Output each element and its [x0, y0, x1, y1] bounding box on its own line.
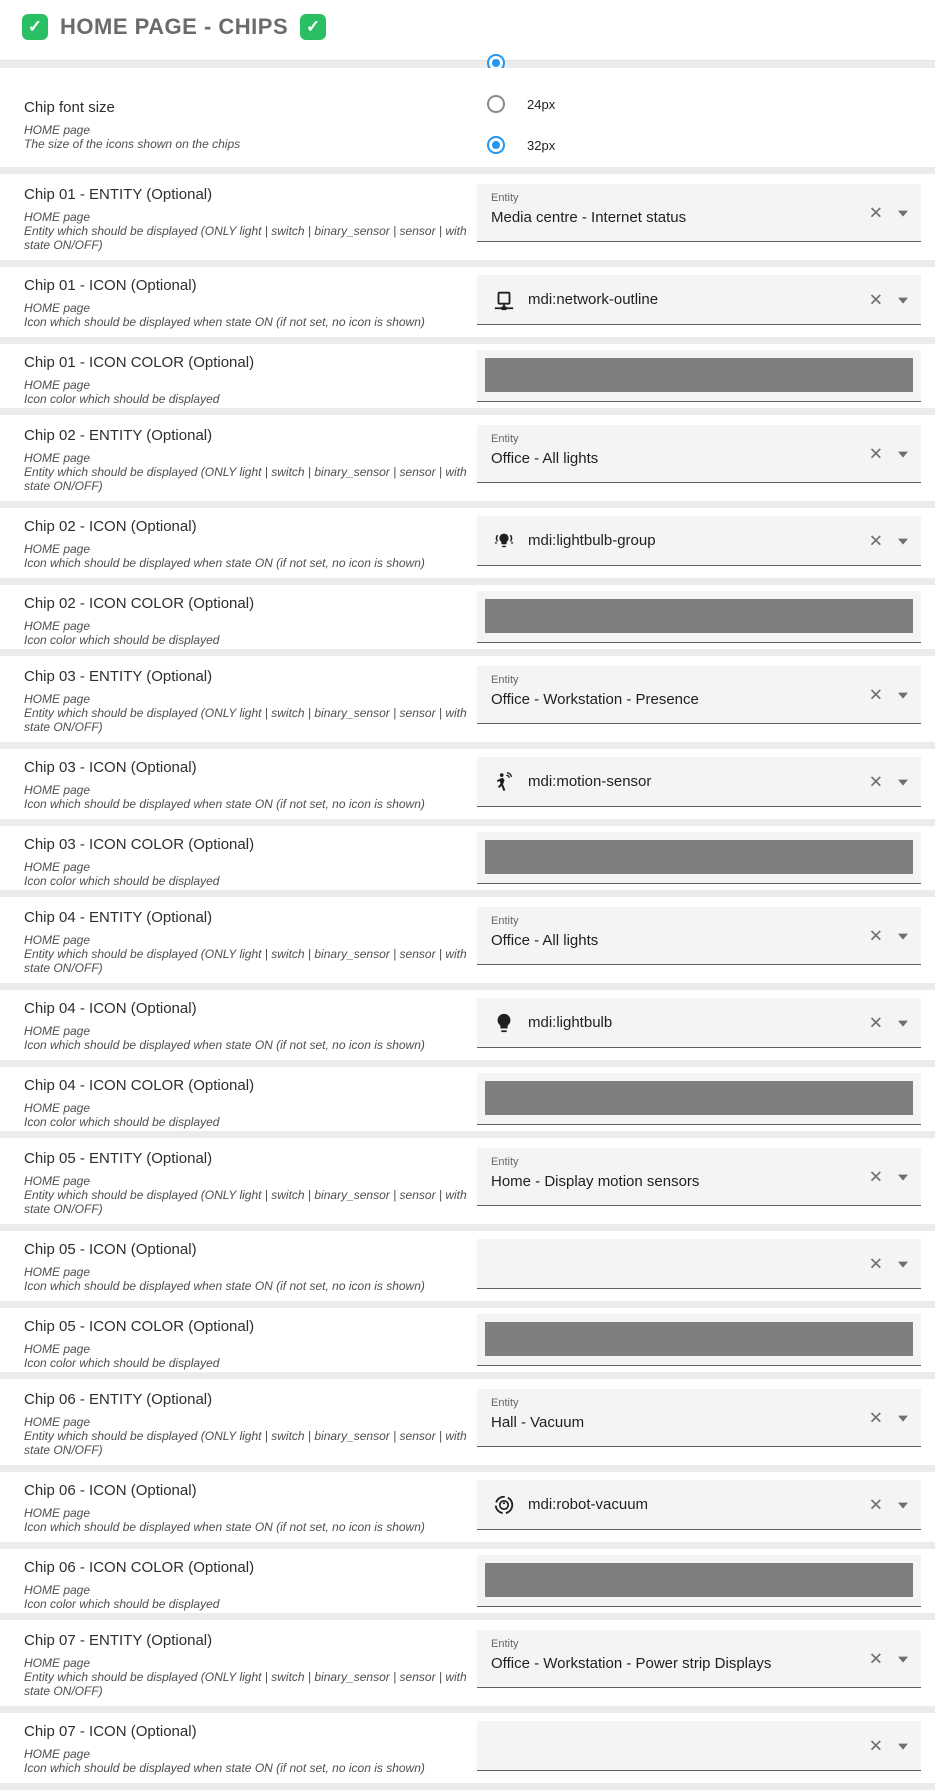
color-swatch[interactable]	[485, 1563, 913, 1597]
divider	[0, 1465, 935, 1472]
entity-field-label: Entity	[491, 1397, 519, 1409]
row-page-label: HOME page	[24, 860, 91, 874]
entity-select-field[interactable]	[477, 1389, 921, 1447]
clear-icon[interactable]: ✕	[868, 1408, 883, 1427]
font-size-option-24px[interactable]	[487, 95, 555, 113]
font-size-option-32px[interactable]	[487, 136, 555, 154]
color-swatch[interactable]	[485, 599, 913, 633]
icon-color-field[interactable]	[477, 1555, 921, 1607]
row-description: Icon color which should be displayed	[24, 874, 220, 888]
row-page-label: HOME page	[24, 1174, 91, 1188]
radio-label: 24px	[527, 96, 556, 112]
row-description: Entity which should be displayed (ONLY light | switch | binary_sensor | sensor | with state ON/OFF)	[24, 465, 467, 493]
divider	[0, 501, 935, 508]
entity-field-value: Office - All lights	[491, 450, 599, 467]
entity-field-label: Entity	[491, 674, 519, 686]
chevron-down-icon[interactable]	[898, 1415, 908, 1421]
row-page-label: HOME page	[24, 451, 91, 465]
entity-field-value: Media centre - Internet status	[491, 209, 687, 226]
chip-icon-row	[0, 990, 935, 1060]
row-description: Icon which should be displayed when state ON (if not set, no icon is shown)	[24, 556, 425, 570]
row-page-label: HOME page	[24, 1342, 91, 1356]
divider	[0, 742, 935, 749]
divider	[0, 819, 935, 826]
row-page-label: HOME page	[24, 123, 91, 137]
icon-select-field[interactable]	[477, 1239, 921, 1289]
chip-icon-color-row	[0, 826, 935, 890]
row-page-label: HOME page	[24, 783, 91, 797]
row-page-label: HOME page	[24, 1101, 91, 1115]
icon-field-value: mdi:lightbulb	[528, 1014, 613, 1031]
chip-icon-row	[0, 1713, 935, 1783]
divider	[0, 1706, 935, 1713]
page-header	[0, 0, 935, 61]
chip-icon-row	[0, 749, 935, 819]
row-title: Chip 07 - ENTITY (Optional)	[24, 1632, 213, 1649]
chevron-down-icon[interactable]	[898, 1656, 908, 1662]
chip-entity-row	[0, 897, 935, 983]
divider	[0, 649, 935, 656]
divider	[0, 260, 935, 267]
chip-font-size-row	[0, 68, 935, 167]
clear-icon[interactable]: ✕	[868, 531, 883, 550]
chevron-down-icon[interactable]	[898, 779, 908, 785]
row-description: Icon color which should be displayed	[24, 633, 220, 647]
row-title: Chip 02 - ICON COLOR (Optional)	[24, 595, 255, 612]
row-title: Chip 04 - ICON COLOR (Optional)	[24, 1077, 255, 1094]
row-title: Chip 01 - ICON (Optional)	[24, 277, 197, 294]
row-description: Icon which should be displayed when state ON (if not set, no icon is shown)	[24, 1520, 425, 1534]
icon-select-field[interactable]	[477, 757, 921, 807]
icon-select-field[interactable]	[477, 275, 921, 325]
mdi-empty-icon	[493, 1253, 515, 1275]
row-description: Entity which should be displayed (ONLY light | switch | binary_sensor | sensor | with state ON/OFF)	[24, 1429, 467, 1457]
row-title: Chip font size	[24, 99, 115, 116]
row-description: Entity which should be displayed (ONLY light | switch | binary_sensor | sensor | with state ON/OFF)	[24, 1188, 467, 1216]
row-page-label: HOME page	[24, 1024, 91, 1038]
row-description: Entity which should be displayed (ONLY light | switch | binary_sensor | sensor | with state ON/OFF)	[24, 1670, 467, 1698]
icon-color-field[interactable]	[477, 1073, 921, 1125]
chevron-down-icon[interactable]	[898, 451, 908, 457]
chevron-down-icon[interactable]	[898, 1502, 908, 1508]
divider	[0, 1372, 935, 1379]
clear-icon[interactable]: ✕	[868, 926, 883, 945]
chevron-down-icon[interactable]	[898, 297, 908, 303]
entity-field-label: Entity	[491, 1156, 519, 1168]
row-description: Icon which should be displayed when state ON (if not set, no icon is shown)	[24, 315, 425, 329]
row-description: Icon color which should be displayed	[24, 1356, 220, 1370]
mdi-empty-icon	[493, 1735, 515, 1757]
divider	[0, 1224, 935, 1231]
page-title: HOME PAGE - CHIPS	[60, 14, 289, 39]
chevron-down-icon[interactable]	[898, 538, 908, 544]
divider	[0, 1060, 935, 1067]
radio-selected-icon[interactable]	[487, 136, 505, 154]
mdi-vacuum-icon	[493, 1494, 515, 1516]
divider	[0, 337, 935, 344]
clear-icon[interactable]: ✕	[868, 444, 883, 463]
icon-color-field[interactable]	[477, 591, 921, 643]
row-description: Icon color which should be displayed	[24, 392, 220, 406]
row-description: Icon which should be displayed when state ON (if not set, no icon is shown)	[24, 797, 425, 811]
chip-entity-row	[0, 656, 935, 742]
row-title: Chip 05 - ICON (Optional)	[24, 1241, 197, 1258]
check-icon: ✓	[22, 14, 48, 40]
row-description: Icon which should be displayed when state ON (if not set, no icon is shown)	[24, 1761, 425, 1775]
row-page-label: HOME page	[24, 692, 91, 706]
chevron-down-icon[interactable]	[898, 933, 908, 939]
entity-field-label: Entity	[491, 192, 519, 204]
clear-icon[interactable]: ✕	[868, 1736, 883, 1755]
color-swatch[interactable]	[485, 840, 913, 874]
entity-select-field[interactable]	[477, 425, 921, 483]
icon-field-value: mdi:lightbulb-group	[528, 532, 656, 549]
entity-field-label: Entity	[491, 915, 519, 927]
chip-icon-row	[0, 1231, 935, 1301]
row-title: Chip 06 - ICON COLOR (Optional)	[24, 1559, 255, 1576]
row-title: Chip 02 - ENTITY (Optional)	[24, 427, 213, 444]
clear-icon[interactable]: ✕	[868, 1495, 883, 1514]
divider	[0, 1613, 935, 1620]
row-page-label: HOME page	[24, 210, 91, 224]
row-page-label: HOME page	[24, 542, 91, 556]
entity-field-label: Entity	[491, 433, 519, 445]
clear-icon[interactable]: ✕	[868, 1649, 883, 1668]
row-title: Chip 03 - ICON (Optional)	[24, 759, 197, 776]
divider	[0, 890, 935, 897]
chip-icon-color-row	[0, 1308, 935, 1372]
row-title: Chip 03 - ENTITY (Optional)	[24, 668, 213, 685]
chevron-down-icon[interactable]	[898, 1174, 908, 1180]
icon-select-field[interactable]	[477, 1721, 921, 1771]
mdi-network-icon	[493, 289, 515, 311]
row-description: Icon color which should be displayed	[24, 1115, 220, 1129]
divider	[0, 983, 935, 990]
icon-field-value: mdi:robot-vacuum	[528, 1496, 649, 1513]
icon-select-field[interactable]	[477, 1480, 921, 1530]
icon-color-field[interactable]	[477, 350, 921, 402]
row-page-label: HOME page	[24, 1415, 91, 1429]
chip-icon-color-row	[0, 585, 935, 649]
chevron-down-icon[interactable]	[898, 1261, 908, 1267]
chip-icon-color-row	[0, 1549, 935, 1613]
row-description: Entity which should be displayed (ONLY light | switch | binary_sensor | sensor | with state ON/OFF)	[24, 224, 467, 252]
entity-select-field[interactable]	[477, 184, 921, 242]
row-title: Chip 01 - ICON COLOR (Optional)	[24, 354, 255, 371]
row-title: Chip 07 - ICON (Optional)	[24, 1723, 197, 1740]
chevron-down-icon[interactable]	[898, 210, 908, 216]
chip-icon-row	[0, 267, 935, 337]
divider	[0, 1301, 935, 1308]
entity-select-field[interactable]	[477, 666, 921, 724]
row-title: Chip 02 - ICON (Optional)	[24, 518, 197, 535]
divider	[0, 408, 935, 415]
entity-field-value: Office - All lights	[491, 932, 599, 949]
chip-entity-row	[0, 1620, 935, 1706]
color-swatch[interactable]	[485, 1322, 913, 1356]
chevron-down-icon[interactable]	[898, 1020, 908, 1026]
icon-field-value: mdi:motion-sensor	[528, 773, 652, 790]
row-title: Chip 06 - ENTITY (Optional)	[24, 1391, 213, 1408]
row-title: Chip 05 - ENTITY (Optional)	[24, 1150, 213, 1167]
row-title: Chip 03 - ICON COLOR (Optional)	[24, 836, 255, 853]
radio-label: 32px	[527, 137, 556, 153]
chevron-down-icon[interactable]	[898, 692, 908, 698]
radio-unselected-icon[interactable]	[487, 95, 505, 113]
row-page-label: HOME page	[24, 1656, 91, 1670]
check-icon: ✓	[300, 14, 326, 40]
icon-select-field[interactable]	[477, 516, 921, 566]
row-page-label: HOME page	[24, 1506, 91, 1520]
divider	[0, 1131, 935, 1138]
mdi-lightbulb-icon	[493, 1012, 515, 1034]
divider	[0, 1783, 935, 1790]
row-page-label: HOME page	[24, 1265, 91, 1279]
clear-icon[interactable]: ✕	[868, 1254, 883, 1273]
row-title: Chip 05 - ICON COLOR (Optional)	[24, 1318, 255, 1335]
row-description: Icon which should be displayed when state ON (if not set, no icon is shown)	[24, 1038, 425, 1052]
chip-icon-row	[0, 508, 935, 578]
row-page-label: HOME page	[24, 619, 91, 633]
chip-entity-row	[0, 1379, 935, 1465]
icon-color-field[interactable]	[477, 1314, 921, 1366]
color-swatch[interactable]	[485, 358, 913, 392]
mdi-motion-icon	[493, 771, 515, 793]
clear-icon[interactable]: ✕	[868, 1167, 883, 1186]
entity-select-field[interactable]	[477, 1630, 921, 1688]
row-page-label: HOME page	[24, 301, 91, 315]
icon-field-value: mdi:network-outline	[528, 291, 659, 308]
entity-field-value: Hall - Vacuum	[491, 1414, 585, 1431]
color-swatch[interactable]	[485, 1081, 913, 1115]
row-description: Entity which should be displayed (ONLY light | switch | binary_sensor | sensor | with state ON/OFF)	[24, 947, 467, 975]
chip-icon-color-row	[0, 1067, 935, 1131]
divider	[0, 578, 935, 585]
row-description: Entity which should be displayed (ONLY light | switch | binary_sensor | sensor | with state ON/OFF)	[24, 706, 467, 734]
entity-field-value: Office - Workstation - Power strip Displays	[491, 1655, 772, 1672]
row-page-label: HOME page	[24, 933, 91, 947]
entity-select-field[interactable]	[477, 1148, 921, 1206]
entity-field-value: Office - Workstation - Presence	[491, 691, 699, 708]
clear-icon[interactable]: ✕	[868, 1013, 883, 1032]
row-page-label: HOME page	[24, 378, 91, 392]
divider	[0, 1542, 935, 1549]
entity-select-field[interactable]	[477, 907, 921, 965]
row-title: Chip 06 - ICON (Optional)	[24, 1482, 197, 1499]
row-title: Chip 04 - ICON (Optional)	[24, 1000, 197, 1017]
row-title: Chip 01 - ENTITY (Optional)	[24, 186, 213, 203]
clear-icon[interactable]: ✕	[868, 203, 883, 222]
entity-field-value: Home - Display motion sensors	[491, 1173, 700, 1190]
row-description: Icon color which should be displayed	[24, 1597, 220, 1611]
divider	[0, 167, 935, 174]
entity-field-label: Entity	[491, 1638, 519, 1650]
row-title: Chip 04 - ENTITY (Optional)	[24, 909, 213, 926]
chip-entity-row	[0, 415, 935, 501]
row-page-label: HOME page	[24, 1583, 91, 1597]
chevron-down-icon[interactable]	[898, 1743, 908, 1749]
clear-icon[interactable]: ✕	[868, 290, 883, 309]
chip-entity-row	[0, 174, 935, 260]
row-description: The size of the icons shown on the chips	[24, 137, 241, 151]
clear-icon[interactable]: ✕	[868, 772, 883, 791]
icon-select-field[interactable]	[477, 998, 921, 1048]
chip-entity-row	[0, 1138, 935, 1224]
row-page-label: HOME page	[24, 1747, 91, 1761]
icon-color-field[interactable]	[477, 832, 921, 884]
mdi-lightbulb-group-icon	[493, 530, 515, 552]
clear-icon[interactable]: ✕	[868, 685, 883, 704]
chip-icon-row	[0, 1472, 935, 1542]
row-description: Icon which should be displayed when state ON (if not set, no icon is shown)	[24, 1279, 425, 1293]
chip-icon-color-row	[0, 344, 935, 408]
